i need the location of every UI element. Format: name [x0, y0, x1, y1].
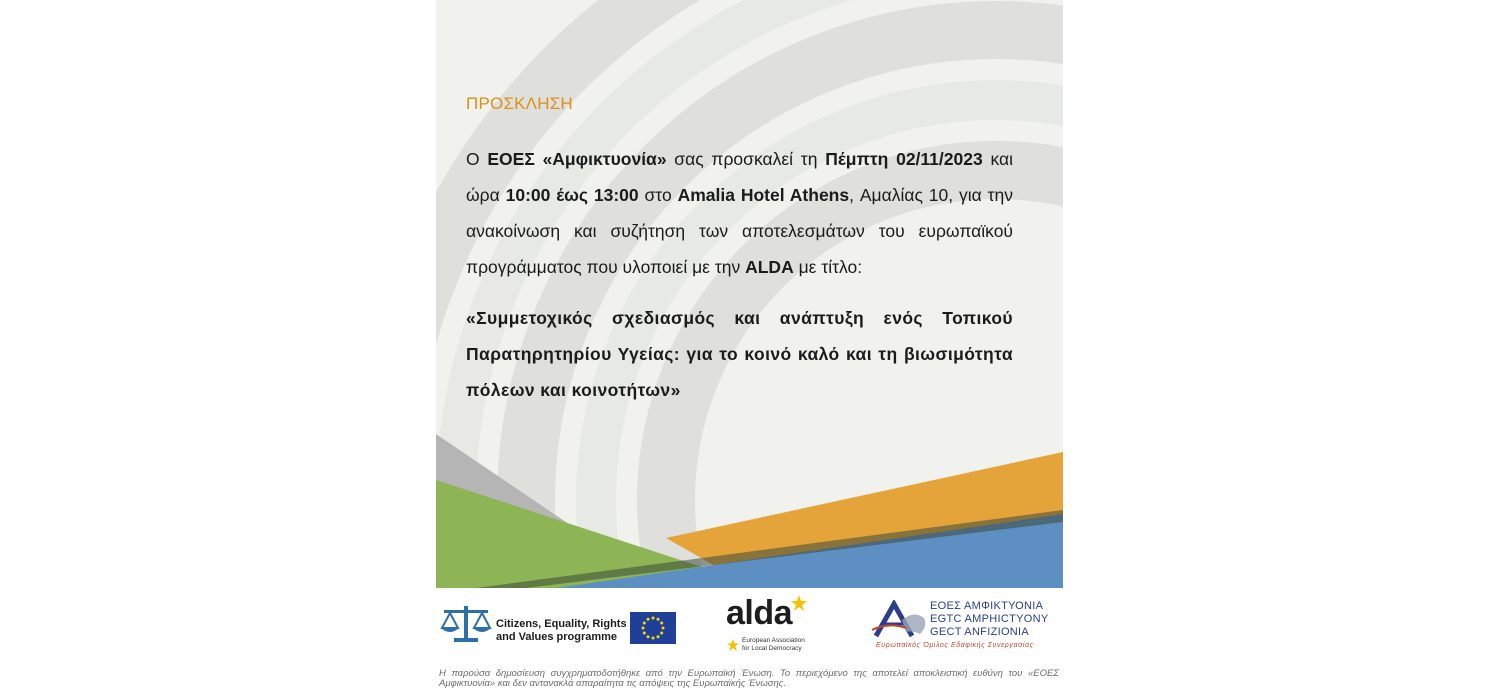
- invitation-poster: [436, 0, 1063, 700]
- cerv-line1: Citizens, Equality, Rights: [496, 618, 627, 630]
- eu-disclaimer: Η παρούσα δημοσίευση συγχρηματοδοτήθηκε από την Ευρωπαϊκή Ένωση. Το περιεχόμενο της αποτελεί αποκλειστική ευθύνη του «ΕΟΕΣ Αμφικτυονία» και δεν αντανακλά απαραίτητα τις απόψεις της Ευρωπαϊκής Ένωσης.: [439, 668, 1059, 689]
- org-name: ΕΟΕΣ «Αμφικτυονία»: [487, 149, 667, 169]
- cerv-logo: [440, 602, 680, 652]
- amphictyony-logo: [872, 600, 1052, 656]
- amf-line2: EGTC AMPHICTYONY: [930, 613, 1049, 625]
- eu-flag-icon: [630, 612, 676, 644]
- scales-icon: [440, 602, 492, 646]
- invitation-title: ΠΡΟΣΚΛΗΣΗ: [466, 94, 573, 113]
- alda-sub-line2: for Local Democracy: [742, 645, 802, 652]
- event-date: Πέμπτη 02/11/2023: [825, 149, 983, 169]
- alda-sub-line1: European Association: [742, 637, 805, 644]
- decorative-shapes: [436, 430, 1063, 588]
- event-venue: Amalia Hotel Athens: [677, 185, 850, 205]
- alda-wordmark: alda: [726, 594, 793, 632]
- invitation-body: Ο ΕΟΕΣ «Αμφικτυονία» σας προσκαλεί τη Πέμπτη 02/11/2023 και ώρα 10:00 έως 13:00 στο Amalia Hotel Athens, Αμαλίας 10, για την ανακοίνωση και συζήτηση των αποτελεσμάτων του ευρωπαϊκού προγράμματος που υλοποιεί με την ALDA με τίτλο:: [466, 149, 1014, 277]
- small-star-icon: [726, 638, 740, 652]
- project-title: «Συμμετοχικός σχεδιασμός και ανάπτυξη ενός Τοπικού Παρατηρητηρίου Υγείας: για το κοινό καλό και τη βιωσιμότητα πόλεων και κοινοτήτων»: [466, 308, 1013, 400]
- event-time: 10:00 έως 13:00: [505, 185, 639, 205]
- alda-logo: [724, 594, 824, 658]
- amf-line3: GECT ANFIZIONIA: [930, 626, 1030, 638]
- logo-bar: [436, 588, 1063, 668]
- amf-line1: ΕΟΕΣ ΑΜΦΙΚΤΥΟΝΙΑ: [930, 600, 1044, 612]
- cerv-line2: and Values programme: [496, 631, 618, 643]
- partner-name: ALDA: [745, 257, 794, 277]
- amphictyony-emblem-icon: [872, 600, 932, 640]
- amf-tagline: Ευρωπαϊκός Όμιλος Εδαφικής Συνεργασίας: [876, 642, 1034, 649]
- star-icon: [790, 594, 808, 612]
